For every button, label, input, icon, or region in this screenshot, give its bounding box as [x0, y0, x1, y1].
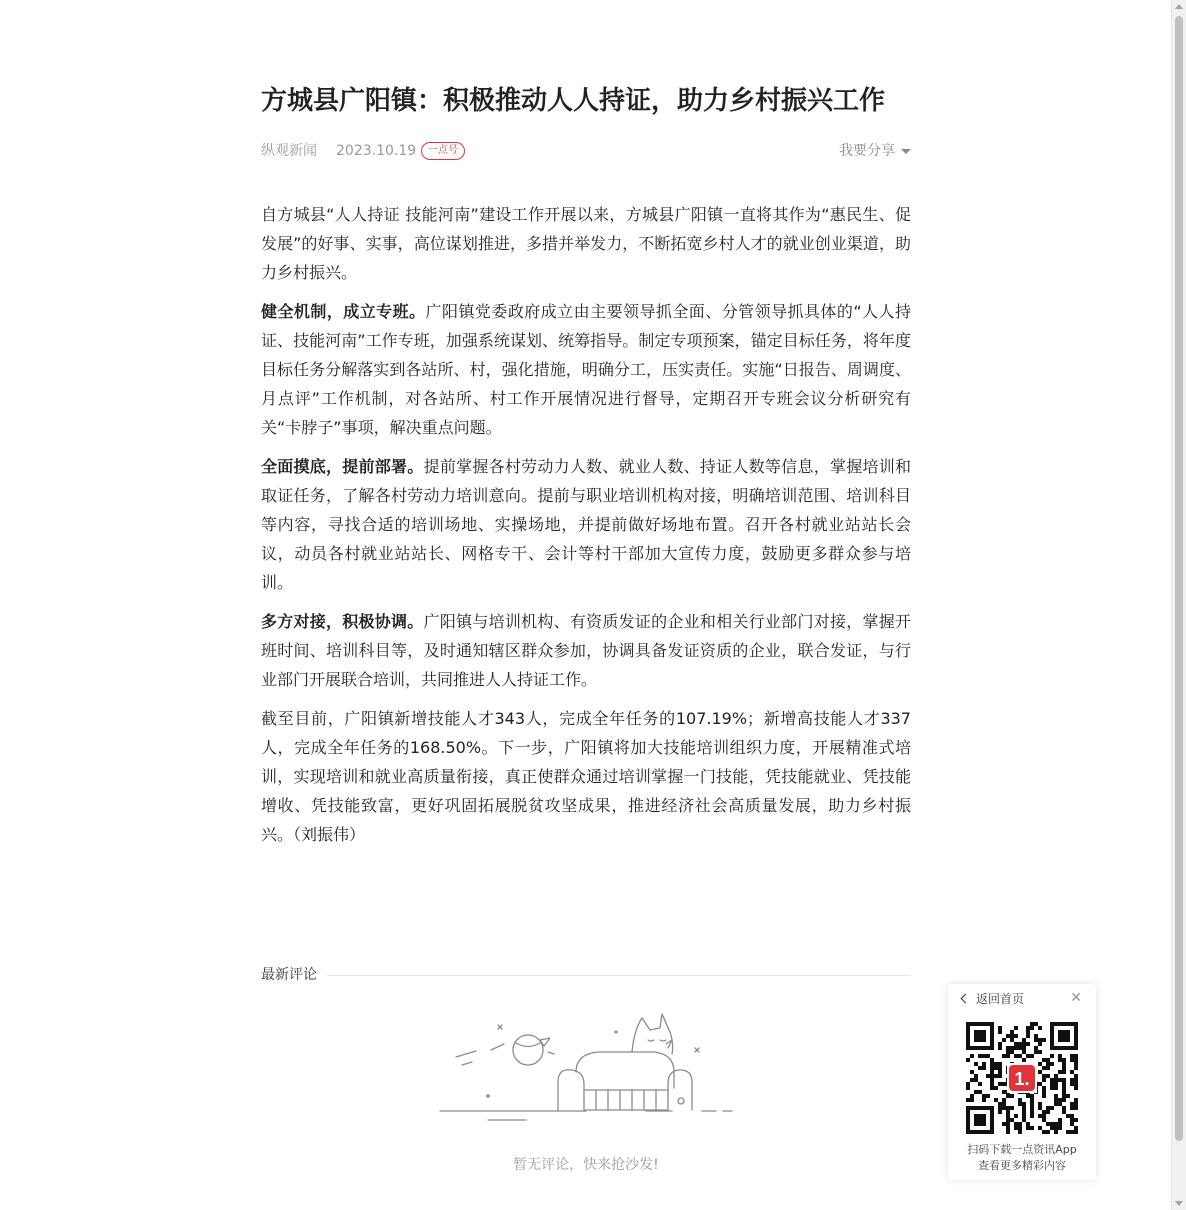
scroll-up-arrow-icon[interactable]	[1175, 4, 1183, 9]
paragraph-text: 广阳镇与培训机构、有资质发证的企业和相关行业部门对接，掌握开班时间、培训科目等，及时通知辖区群众参加，协调具备发证资质的企业，联合发证，与行业部门开展联合培训，共同推进人人持证工作。	[261, 612, 911, 689]
app-logo-text: 1.	[1014, 1069, 1030, 1089]
empty-comments-text: 暂无评论，快来抢沙发!	[513, 1157, 659, 1173]
paragraph	[261, 452, 911, 597]
scroll-thumb[interactable]	[1175, 16, 1183, 1141]
paragraph-lead: 多方对接，积极协调。	[261, 612, 424, 631]
paragraph	[261, 297, 911, 442]
paragraph-text: 截至目前，广阳镇新增技能人才343人，完成全年任务的107.19%；新增高技能人才337人，完成全年任务的168.50%。下一步，广阳镇将加大技能培训组织力度，开展精准式培训，实现培训和就业高质量衔接，真正使群众通过培训掌握一门技能，凭技能就业、凭技能增收、凭技能致富，更好巩固拓展脱贫攻坚成果，推进经济社会高质量发展，助力乡村振兴。（刘振伟）	[261, 709, 911, 844]
source-badge: 一点号	[421, 142, 465, 160]
qr-caption-line1: 扫码下载一点资讯App	[967, 1143, 1077, 1156]
qr-download-panel	[948, 984, 1096, 1180]
paragraph-lead: 健全机制，成立专班。	[261, 302, 426, 321]
paragraph-text: 广阳镇党委政府成立由主要领导抓全面、分管领导抓具体的“人人持证、技能河南”工作专班，加强系统谋划、统筹指导。制定专项预案，锚定目标任务，将年度目标任务分解落实到各站所、村，强化措施，明确分工，压实责任。实施“日报告、周调度、月点评”工作机制，对各站所、村工作开展情况进行督导，定期召开专班会议分析研究有关“卡脖子”事项，解决重点问题。	[261, 302, 911, 437]
back-home-label: 返回首页	[976, 992, 1025, 1006]
paragraph	[261, 607, 911, 694]
paragraph-text: 自方城县“人人持证 技能河南”建设工作开展以来，方城县广阳镇一直将其作为“惠民生、促发展”的好事、实事，高位谋划推进，多措并举发力，不断拓宽乡村人才的就业创业渠道，助力乡村振兴。	[261, 205, 911, 282]
paragraph-text: 提前掌握各村劳动力人数、就业人数、持证人数等信息，掌握培训和取证任务，了解各村劳动力培训意向。提前与职业培训机构对接，明确培训范围、培训科目等内容，寻找合适的培训场地、实操场地，并提前做好场地布置。召开各村就业站站长会议，动员各村就业站站长、网格专干、会计等村干部加大宣传力度，鼓励更多群众参与培训。	[261, 457, 911, 592]
comments-heading: 最新评论	[261, 964, 327, 986]
empty-sofa-illustration	[436, 1010, 736, 1126]
app-qr-code	[966, 1022, 1078, 1134]
paragraph	[261, 200, 911, 287]
caret-down-icon	[901, 149, 911, 154]
qr-caption	[948, 1142, 1096, 1174]
article-body	[261, 200, 911, 859]
comments-divider	[327, 975, 911, 976]
article-title: 方城县广阳镇：积极推动人人持证，助力乡村振兴工作	[261, 86, 886, 116]
close-icon[interactable]: ✕	[1070, 990, 1082, 1006]
article-date: 2023.10.19	[336, 143, 417, 159]
article-meta	[261, 140, 911, 162]
qr-caption-line2: 查看更多精彩内容	[978, 1159, 1066, 1172]
chevron-left-icon	[961, 994, 971, 1004]
article-source[interactable]: 纵观新闻	[261, 143, 317, 159]
comments-header	[261, 964, 911, 986]
page-scrollbar[interactable]	[1171, 0, 1186, 1210]
share-button[interactable]	[839, 140, 911, 162]
scroll-down-arrow-icon[interactable]	[1175, 1201, 1183, 1206]
back-home-link[interactable]	[962, 990, 1024, 1008]
paragraph-lead: 全面摸底，提前部署。	[261, 457, 424, 476]
paragraph	[261, 704, 911, 849]
share-label: 我要分享	[839, 143, 895, 159]
